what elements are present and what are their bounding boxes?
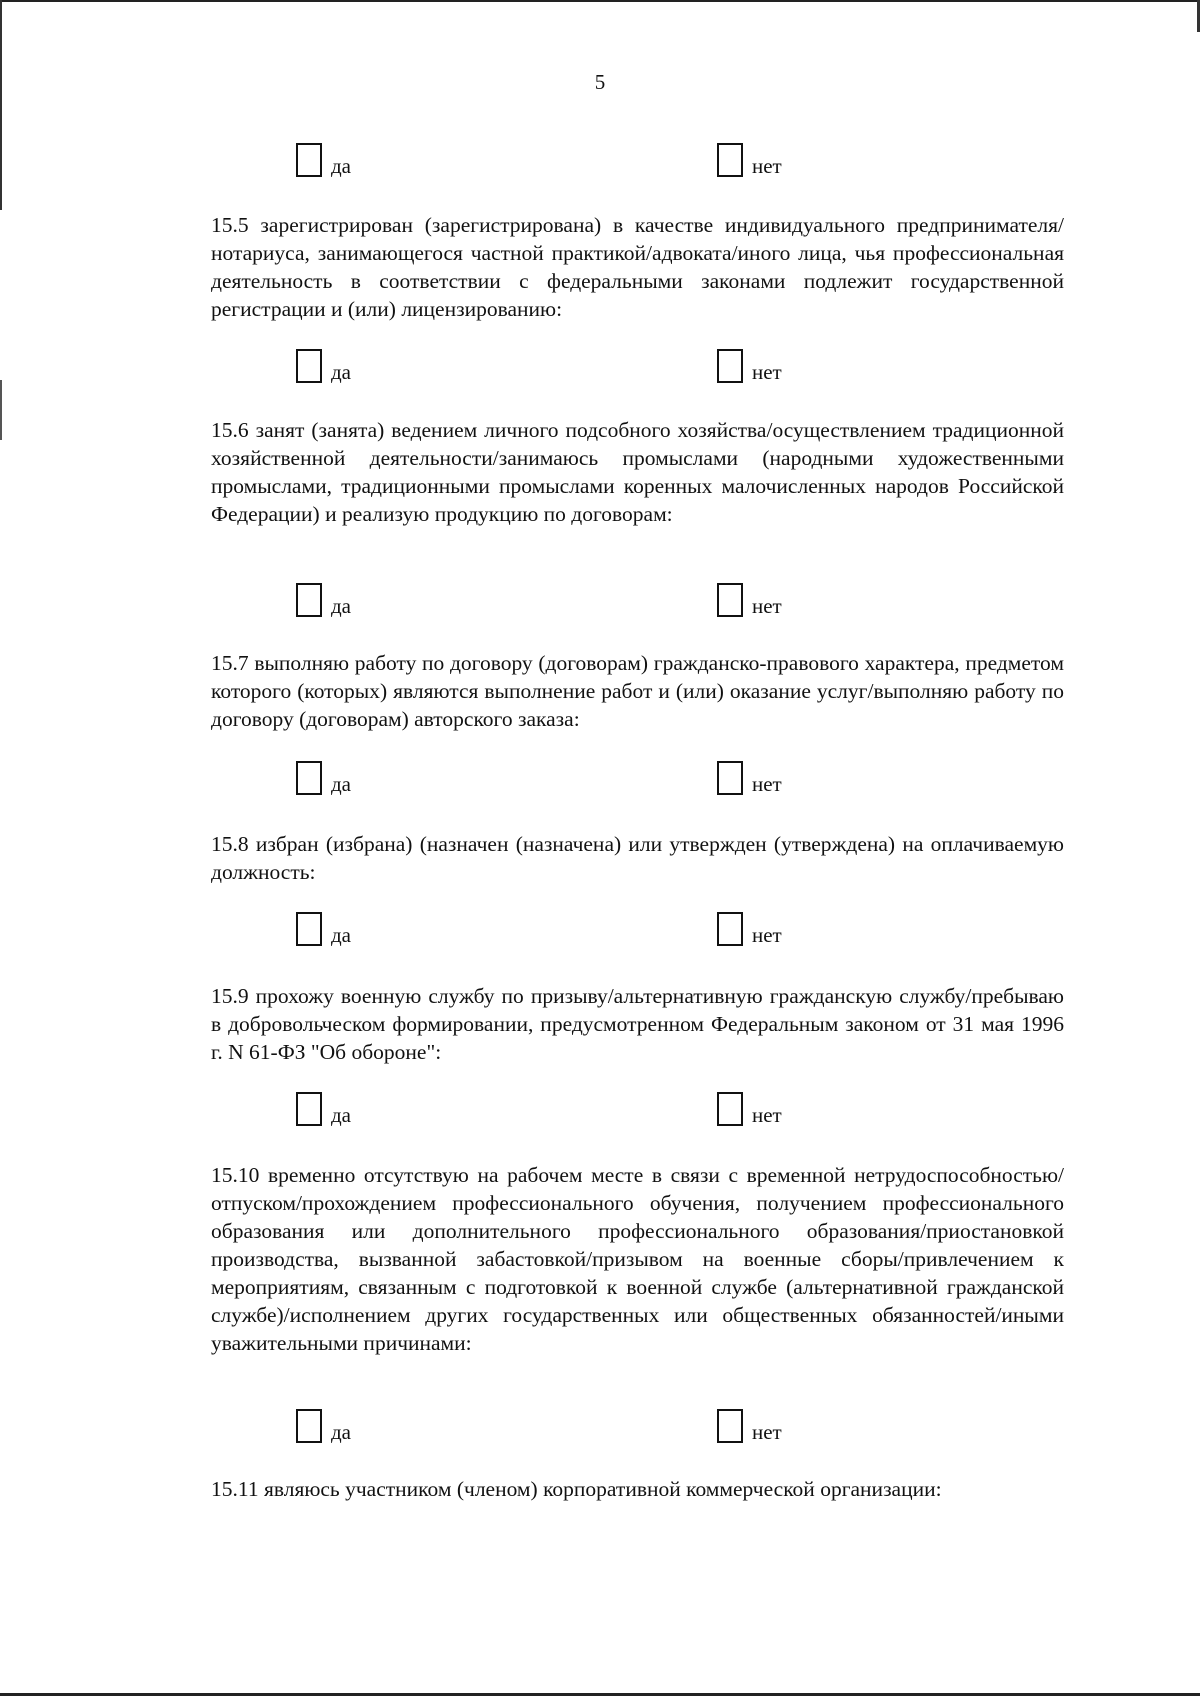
item-15-9-no-option[interactable] <box>717 1092 782 1126</box>
no-label: нет <box>752 360 782 384</box>
item-15-10-no-checkbox[interactable] <box>717 1409 743 1443</box>
no-label: нет <box>752 1103 782 1127</box>
item-15-5-no-checkbox[interactable] <box>717 349 743 383</box>
yes-label: да <box>331 772 352 796</box>
no-label: нет <box>752 772 782 796</box>
yes-option[interactable] <box>296 143 351 177</box>
item-15-8-yes-checkbox[interactable] <box>296 912 322 946</box>
no-label: нет <box>752 594 782 618</box>
item-15-7-no-checkbox[interactable] <box>717 761 743 795</box>
item-15-10-yes-checkbox[interactable] <box>296 1409 322 1443</box>
no-option[interactable] <box>717 143 782 177</box>
item-15-5-text: 15.5 зарегистрирован (зарегистрирована) в качестве индивидуального предпринимателя/нотариуса, занимающегося частной практикой/адвоката/иного лица, чья профессиональная деятельность в соответствии с федеральными законами подлежит государственной регистрации и (или) лицензированию: <box>211 213 1064 321</box>
item-15-7-yes-checkbox[interactable] <box>296 761 322 795</box>
no-label: нет <box>752 923 782 947</box>
item-15-10-yes-option[interactable] <box>296 1409 351 1443</box>
yes-label: да <box>331 1420 352 1444</box>
item-15-5-no-option[interactable] <box>717 349 782 383</box>
item-15-8-no-checkbox[interactable] <box>717 912 743 946</box>
page-number: 5 <box>594 70 606 94</box>
item-15-7-yes-option[interactable] <box>296 761 351 795</box>
scan-edge-left <box>0 0 2 210</box>
scan-edge-left-mark <box>0 380 2 440</box>
item-15-6-no-option[interactable] <box>717 583 782 617</box>
yes-checkbox[interactable] <box>296 143 322 177</box>
yes-label: да <box>331 154 352 178</box>
item-15-6-text: 15.6 занят (занята) ведением личного подсобного хозяйства/осуществлением традиционной хозяйственной деятельности/занимаюсь промыслами (народными художественными промыслами, традиционными промыслами коренных малочисленных народов Российской Федерации) и реализую продукцию по договорам: <box>211 418 1064 526</box>
yes-label: да <box>331 360 352 384</box>
no-label: нет <box>752 154 782 178</box>
yes-label: да <box>331 1103 352 1127</box>
item-15-6-yes-option[interactable] <box>296 583 351 617</box>
yes-label: да <box>331 594 352 618</box>
scan-edge-top <box>0 0 1200 2</box>
item-15-9-no-checkbox[interactable] <box>717 1092 743 1126</box>
yes-label: да <box>331 923 352 947</box>
item-15-7-text: 15.7 выполняю работу по договору (договорам) гражданско-правового характера, предметом которого (которых) являются выполнение работ и (или) оказание услуг/выполняю работу по договору (договорам) авторского заказа: <box>211 651 1064 731</box>
item-15-9-yes-checkbox[interactable] <box>296 1092 322 1126</box>
item-15-6-yes-checkbox[interactable] <box>296 583 322 617</box>
item-15-5-yes-option[interactable] <box>296 349 351 383</box>
scan-edge-bottom <box>0 1693 1200 1696</box>
item-15-10-no-option[interactable] <box>717 1409 782 1443</box>
item-15-7-no-option[interactable] <box>717 761 782 795</box>
item-15-8-no-option[interactable] <box>717 912 782 946</box>
item-15-9-yes-option[interactable] <box>296 1092 351 1126</box>
item-15-10-text: 15.10 временно отсутствую на рабочем месте в связи с временной нетрудоспособностью/отпуском/прохождением профессионального обучения, получением профессионального образования или дополнительного профессионального образования/приостановкой производства, вызванной забастовкой/призывом на военные сборы/привлечением к мероприятиям, связанным с подготовкой к военной службе (альтернативной гражданской службе)/исполнением других государственных или общественных обязанностей/иными уважительными причинами: <box>211 1163 1064 1355</box>
item-15-6-no-checkbox[interactable] <box>717 583 743 617</box>
item-15-11-text: 15.11 являюсь участником (членом) корпоративной коммерческой организации: <box>211 1477 942 1501</box>
no-checkbox[interactable] <box>717 143 743 177</box>
no-label: нет <box>752 1420 782 1444</box>
item-15-8-yes-option[interactable] <box>296 912 351 946</box>
item-15-8-text: 15.8 избран (избрана) (назначен (назначена) или утвержден (утверждена) на оплачиваемую должность: <box>211 832 1064 884</box>
item-15-5-yes-checkbox[interactable] <box>296 349 322 383</box>
item-15-9-text: 15.9 прохожу военную службу по призыву/альтернативную гражданскую службу/пребываю в добровольческом формировании, предусмотренном Федеральным законом от 31 мая 1996 г. N 61-ФЗ "Об обороне": <box>211 984 1064 1064</box>
